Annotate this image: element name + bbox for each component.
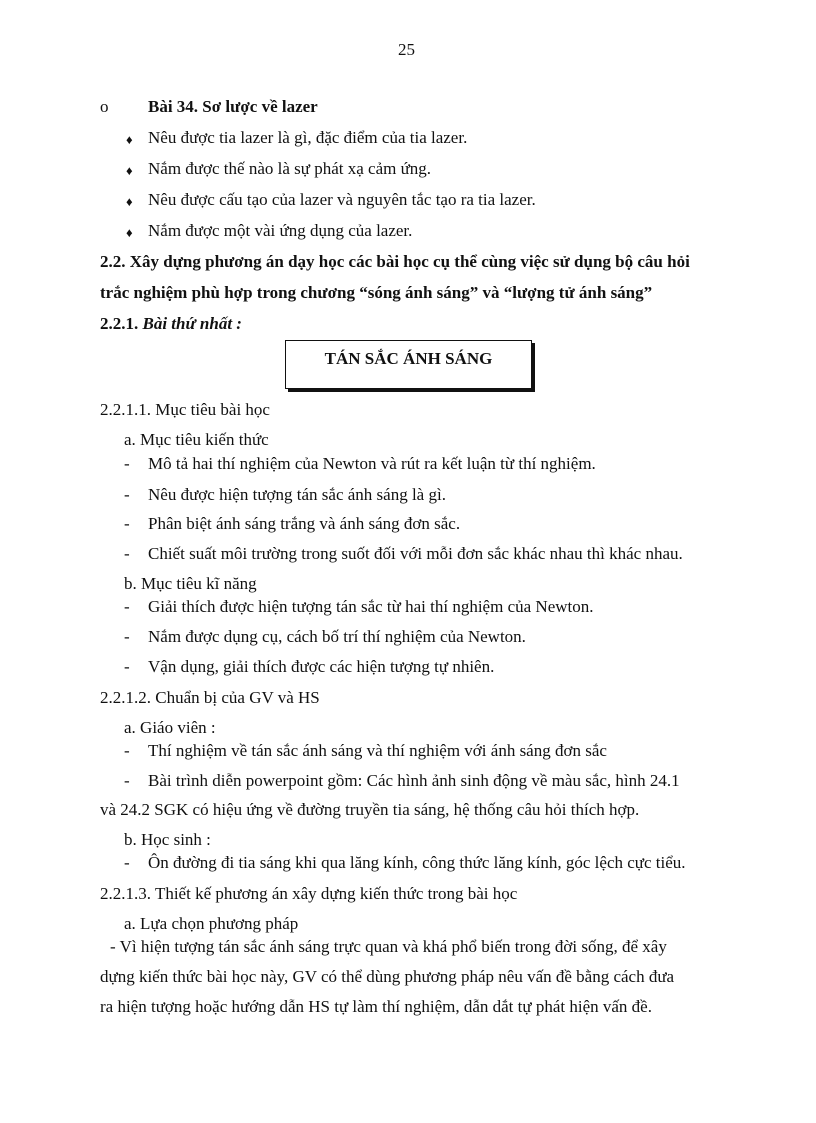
dash-marker: - <box>124 853 130 872</box>
page-number: 25 <box>398 40 415 59</box>
lesson-title: TÁN SẮC ÁNH SÁNG <box>324 349 493 368</box>
subsection-number: 2.2.1. <box>100 314 139 333</box>
sub-label: a. Giáo viên : <box>124 718 216 737</box>
preparation-item: Ôn đường đi tia sáng khi qua lăng kính, công thức lăng kính, góc lệch cực tiểu. <box>148 853 686 872</box>
diamond-bullet-icon: ♦ <box>126 194 133 209</box>
objective-item: Mô tả hai thí nghiệm của Newton và rút ra kết luận từ thí nghiệm. <box>148 454 596 473</box>
diamond-bullet-icon: ♦ <box>126 225 133 240</box>
subsection-heading <box>100 314 242 334</box>
diamond-bullet-icon: ♦ <box>126 163 133 178</box>
subsection-title: Bài thứ nhất : <box>142 314 242 333</box>
lesson34-title: Bài 34. Sơ lược về lazer <box>148 97 318 116</box>
section-heading: 2.2. Xây dựng phương án dạy học các bài học cụ thể cùng việc sử dụng bộ câu hỏi <box>100 252 690 271</box>
objective-item: Nêu được hiện tượng tán sắc ánh sáng là gì. <box>148 485 446 504</box>
dash-marker: - <box>124 741 130 760</box>
dash-marker: - <box>124 597 130 616</box>
list-marker: o <box>100 97 109 116</box>
lesson34-item: Nắm được thế nào là sự phát xạ cảm ứng. <box>148 159 432 178</box>
dash-marker: - <box>124 771 130 790</box>
dash-marker: - <box>124 485 130 504</box>
paragraph-line: ra hiện tượng hoặc hướng dẫn HS tự làm thí nghiệm, dẫn dắt tự phát hiện vấn đề. <box>100 997 652 1016</box>
sub-label: a. Mục tiêu kiến thức <box>124 430 269 449</box>
lesson-title-box <box>285 340 532 389</box>
objective-item: Chiết suất môi trường trong suốt đối với mỗi đơn sắc khác nhau thì khác nhau. <box>148 544 683 563</box>
subsubsection-heading: 2.2.1.2. Chuẩn bị của GV và HS <box>100 688 320 707</box>
lesson34-item: Nêu được cấu tạo của lazer và nguyên tắc tạo ra tia lazer. <box>148 190 536 209</box>
preparation-item-continued: và 24.2 SGK có hiệu ứng về đường truyền tia sáng, hệ thống câu hỏi thích hợp. <box>100 800 640 819</box>
preparation-item: Thí nghiệm về tán sắc ánh sáng và thí nghiệm với ánh sáng đơn sắc <box>148 741 607 760</box>
paragraph-line: - Vì hiện tượng tán sắc ánh sáng trực quan và khá phổ biến trong đời sống, để xây <box>110 937 667 956</box>
sub-label: b. Học sinh : <box>124 830 211 849</box>
sub-label: b. Mục tiêu kĩ năng <box>124 574 257 593</box>
dash-marker: - <box>124 657 130 676</box>
dash-marker: - <box>124 454 130 473</box>
paragraph-line: dựng kiến thức bài học này, GV có thể dùng phương pháp nêu vấn đề bằng cách đưa <box>100 967 675 986</box>
section-heading: trắc nghiệm phù hợp trong chương “sóng ánh sáng” và “lượng tử ánh sáng” <box>100 283 653 302</box>
preparation-item: Bài trình diễn powerpoint gồm: Các hình ảnh sinh động về màu sắc, hình 24.1 <box>148 771 680 790</box>
objective-item: Vận dụng, giải thích được các hiện tượng tự nhiên. <box>148 657 495 676</box>
subsubsection-heading: 2.2.1.3. Thiết kế phương án xây dựng kiến thức trong bài học <box>100 884 518 903</box>
objective-item: Nắm được dụng cụ, cách bố trí thí nghiệm của Newton. <box>148 627 526 646</box>
dash-marker: - <box>124 544 130 563</box>
sub-label: a. Lựa chọn phương pháp <box>124 914 299 933</box>
diamond-bullet-icon: ♦ <box>126 132 133 147</box>
dash-marker: - <box>124 514 130 533</box>
dash-marker: - <box>124 627 130 646</box>
lesson34-item: Nắm được một vài ứng dụng của lazer. <box>148 221 413 240</box>
objective-item: Giải thích được hiện tượng tán sắc từ hai thí nghiệm của Newton. <box>148 597 594 616</box>
objective-item: Phân biệt ánh sáng trắng và ánh sáng đơn sắc. <box>148 514 461 533</box>
lesson34-item: Nêu được tia lazer là gì, đặc điểm của tia lazer. <box>148 128 468 147</box>
subsubsection-heading: 2.2.1.1. Mục tiêu bài học <box>100 400 270 419</box>
